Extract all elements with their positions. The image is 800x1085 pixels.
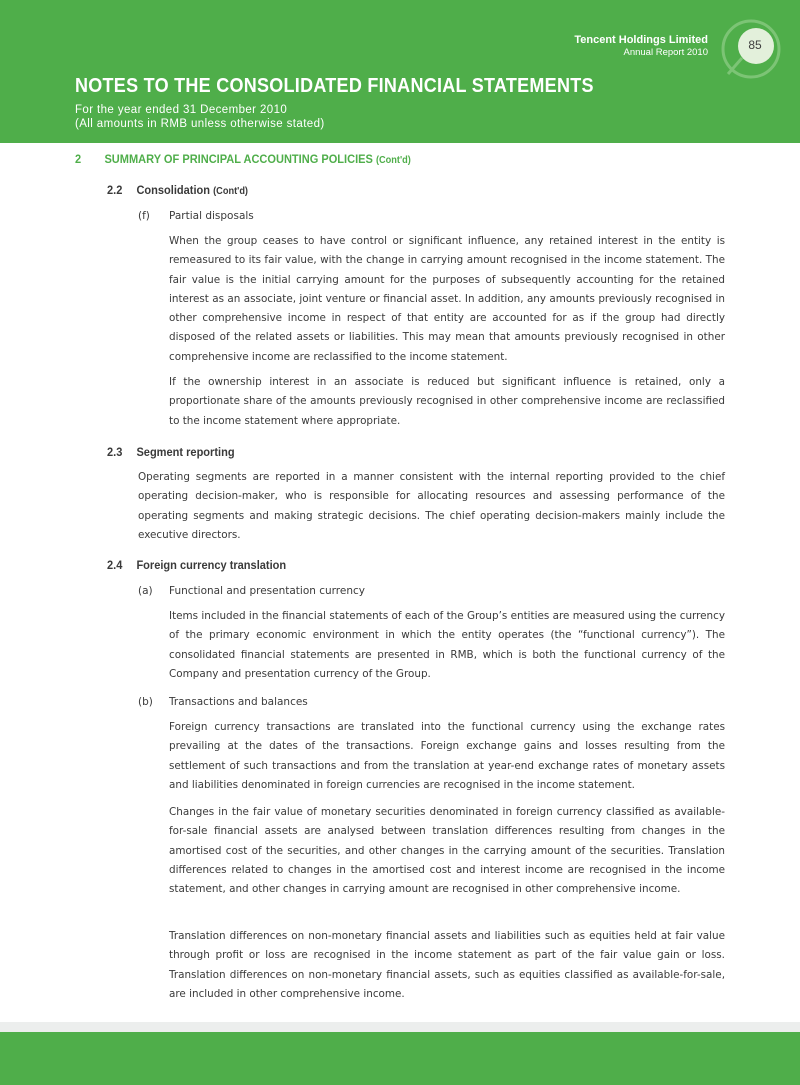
section-title: SUMMARY OF PRINCIPAL ACCOUNTING POLICIES xyxy=(104,152,373,166)
paragraph: If the ownership interest in an associate is reduced but significant influence is retained, only a proportionate share of the amounts previously recognised in other comprehensive income are reclassified to the income statement where appropriate. xyxy=(169,376,725,427)
section-heading xyxy=(75,152,411,166)
item-heading-b xyxy=(138,696,308,708)
item-heading-a xyxy=(138,585,365,597)
report-name: Annual Report 2010 xyxy=(623,47,708,58)
page-number: 85 xyxy=(748,38,762,52)
subtitle-line-2: (All amounts in RMB unless otherwise stated) xyxy=(75,118,325,130)
item-label: (a) xyxy=(138,585,153,597)
subsection-suffix: (Cont'd) xyxy=(213,186,249,197)
page-header xyxy=(0,0,800,143)
company-name: Tencent Holdings Limited xyxy=(574,34,708,46)
item-label: (f) xyxy=(138,210,150,222)
paragraph: When the group ceases to have control or significant influence, any retained interest in the entity is remeasured to its fair value, with the change in carrying amount recognised in the income statement. The fair value is the initial carrying amount for the purposes of subsequently accounting for the retained interest as an associate, joint venture or financial asset. In addition, any amounts previously recognised in other comprehensive income in respect of that entity are accounted for as if the group had directly disposed of the related assets or liabilities. This may mean that amounts previously recognised in other comprehensive income are reclassified to the income statement. xyxy=(169,235,725,363)
section-suffix: (Cont'd) xyxy=(375,155,411,166)
item-title: Functional and presentation currency xyxy=(169,585,365,597)
item-heading-f xyxy=(138,210,254,222)
paragraph: Items included in the financial statements of each of the Group’s entities are measured using the currency of the primary economic environment in which the entity operates (the “functional currency”). The consolidated financial statements are presented in RMB, which is both the functional currency of the Company and presentation currency of the Group. xyxy=(169,610,725,680)
section-number: 2 xyxy=(75,152,82,166)
paragraph: Changes in the fair value of monetary securities denominated in foreign currency classified as available-for-sale financial assets are analysed between translation differences resulting from changes in the amortised cost of the securities, and other changes in the carrying amount of the securities. Translation differences related to changes in the amortised cost and interest income are recognised in the income statement, and other changes in carrying amount are recognised in other comprehensive income. xyxy=(169,806,725,896)
subsection-heading-2-4 xyxy=(107,558,286,572)
subsection-heading-2-2 xyxy=(107,183,248,197)
page-subtitle xyxy=(75,103,325,131)
subsection-title: Consolidation xyxy=(136,183,211,197)
subsection-heading-2-3 xyxy=(107,445,235,459)
subsection-title: Foreign currency translation xyxy=(136,558,287,572)
page-footer xyxy=(0,1032,800,1085)
subtitle-line-1: For the year ended 31 December 2010 xyxy=(75,104,288,116)
page-title: NOTES TO THE CONSOLIDATED FINANCIAL STATEMENTS xyxy=(75,75,594,97)
paragraph: Operating segments are reported in a manner consistent with the internal reporting provided to the chief operating decision-maker, who is responsible for allocating resources and assessing performance of the operating segments and making strategic decisions. The chief operating decision-makers mainly include the executive directors. xyxy=(138,471,725,541)
item-label: (b) xyxy=(138,696,153,708)
subsection-number: 2.3 xyxy=(107,445,123,459)
subsection-number: 2.2 xyxy=(107,183,123,197)
item-title: Transactions and balances xyxy=(169,696,308,708)
item-title: Partial disposals xyxy=(169,210,254,222)
subsection-number: 2.4 xyxy=(107,558,123,572)
subsection-title: Segment reporting xyxy=(136,445,235,459)
paragraph: Foreign currency transactions are translated into the functional currency using the exchange rates prevailing at the dates of the transactions. Foreign exchange gains and losses resulting from the settlement of such transactions and from the translation at year-end exchange rates of monetary assets and liabilities denominated in foreign currencies are recognised in the income statement. xyxy=(169,721,725,791)
brand-block xyxy=(574,34,708,59)
paragraph: Translation differences on non-monetary financial assets and liabilities such as equities held at fair value through profit or loss are recognised in the income statement as part of the fair value gain or loss. Translation differences on non-monetary financial assets, such as equities classified as available-for-sale, are included in other comprehensive income. xyxy=(169,930,725,1000)
